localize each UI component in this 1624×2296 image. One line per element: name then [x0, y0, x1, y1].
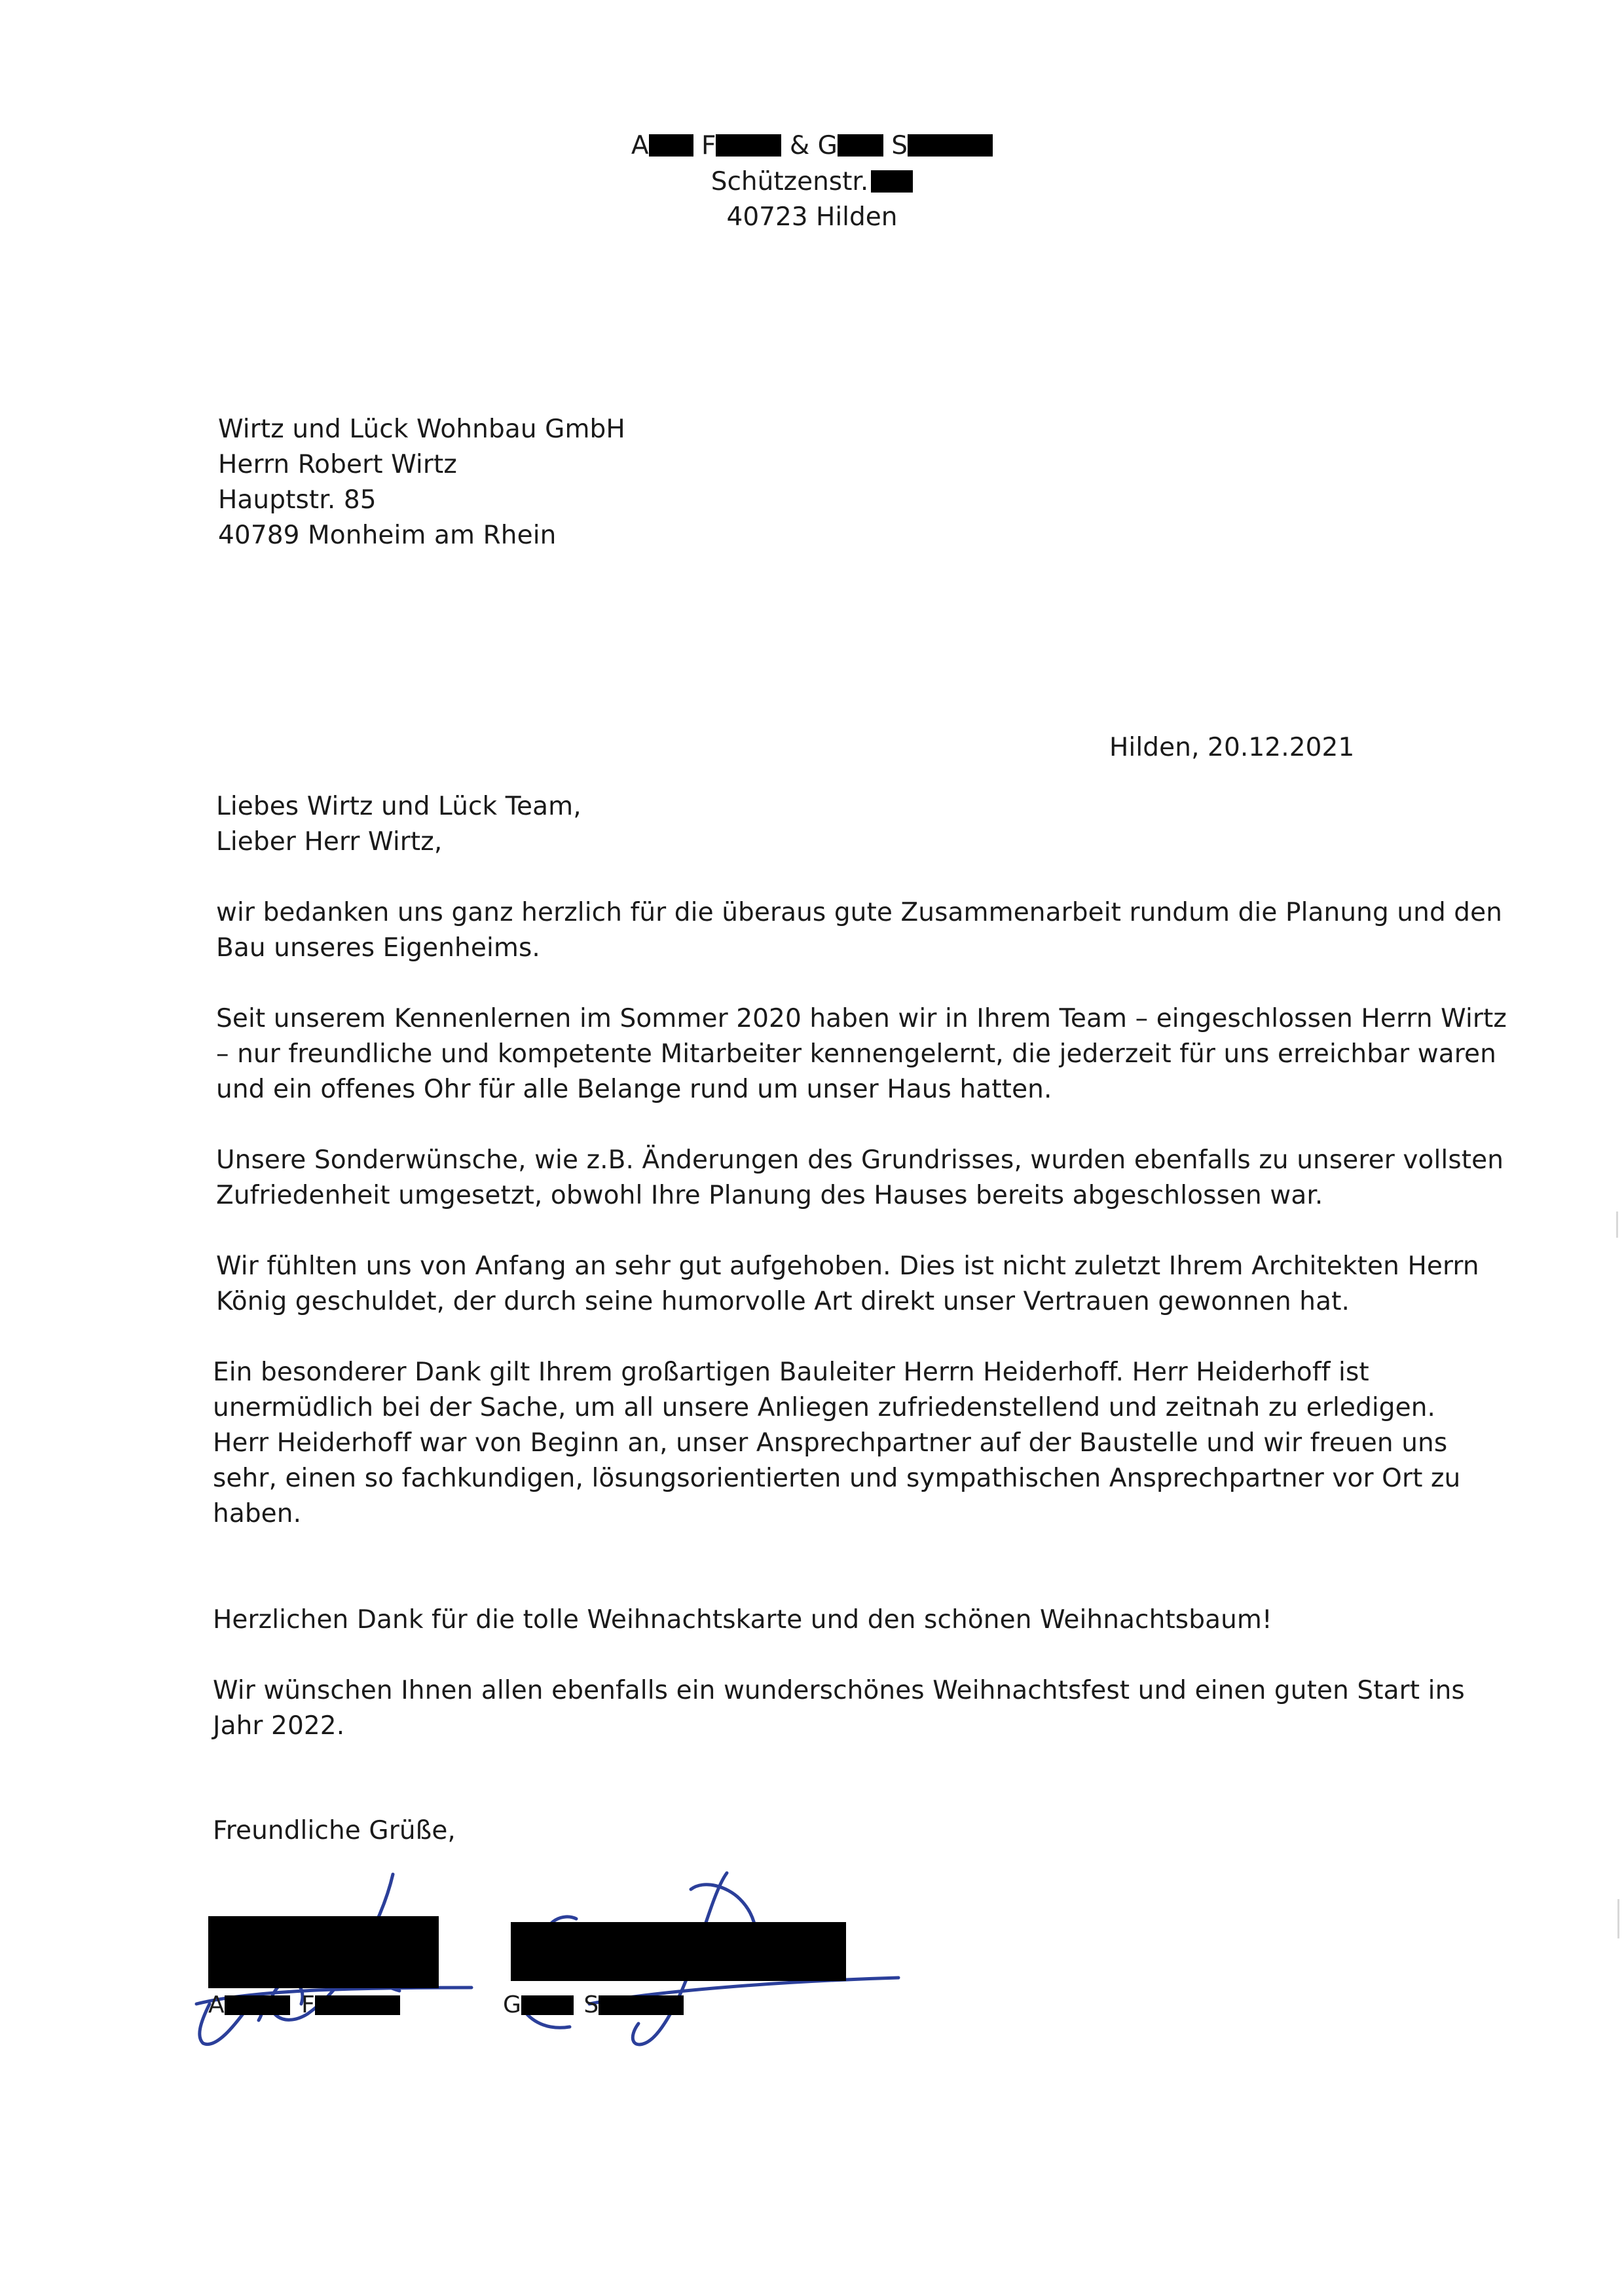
- sender-names-line: [0, 128, 1624, 164]
- redaction-bar: [315, 1995, 400, 2015]
- body-paragraph-1-line-1: wir bedanken uns ganz herzlich für die überaus gute Zusammenarbeit rundum die Planung und den: [216, 898, 1503, 927]
- sender-street-line: [0, 164, 1624, 200]
- left-signature-initial-a: A: [208, 1991, 225, 2018]
- body-paragraph-2-line-1: Seit unserem Kennenlernen im Sommer 2020 haben wir in Ihrem Team – eingeschlossen Herrn Wirtz: [216, 1004, 1507, 1033]
- right-signature-initial-s: S: [583, 1991, 599, 2018]
- redaction-bar: [716, 134, 781, 157]
- body-paragraph-3-line-1: Unsere Sonderwünsche, wie z.B. Änderungen des Grundrisses, wurden ebenfalls zu unserer vollsten: [216, 1145, 1504, 1175]
- signature-redaction-right: [511, 1922, 846, 1981]
- right-signature-initial-g: G: [503, 1991, 521, 2018]
- sender-street: Schützenstr.: [710, 167, 869, 196]
- sender-city: 40723 Hilden: [726, 202, 898, 232]
- body-paragraph-5-line-1: Ein besonderer Dank gilt Ihrem großartigen Bauleiter Herrn Heiderhoff. Herr Heiderhoff ist: [213, 1358, 1369, 1387]
- sender-initial-f: F: [701, 131, 716, 160]
- recipient-company: Wirtz und Lück Wohnbau GmbH: [218, 415, 625, 444]
- sender-and-g: & G: [789, 131, 838, 160]
- body-paragraph-5-line-2: unermüdlich bei der Sache, um all unsere Anliegen zufriedenstellend und zeitnah zu erledigen.: [213, 1393, 1436, 1422]
- salutation-line-2: Lieber Herr Wirtz,: [216, 827, 443, 857]
- redaction-bar: [838, 134, 883, 157]
- left-signature-name: [208, 1991, 400, 2020]
- redaction-bar: [649, 134, 693, 157]
- body-paragraph-7-line-2: Jahr 2022.: [213, 1711, 345, 1741]
- signature-redaction-left: [208, 1916, 439, 1988]
- body-paragraph-4-line-1: Wir fühlten uns von Anfang an sehr gut aufgehoben. Dies ist nicht zuletzt Ihrem Architekten Herrn: [216, 1251, 1479, 1281]
- recipient-city: 40789 Monheim am Rhein: [218, 521, 557, 550]
- sender-initial-a: A: [631, 131, 649, 160]
- body-paragraph-5-line-4: sehr, einen so fachkundigen, lösungsorientierten und sympathischen Ansprechpartner vor Ort zu: [213, 1464, 1461, 1493]
- redaction-bar: [871, 170, 913, 193]
- redaction-bar: [225, 1995, 290, 2015]
- scan-artifact: [1616, 1212, 1618, 1238]
- date-line: Hilden, 20.12.2021: [1109, 733, 1355, 762]
- scan-artifact: [1617, 1899, 1619, 1938]
- redaction-bar: [521, 1995, 574, 2015]
- body-paragraph-5-line-5: haben.: [213, 1499, 302, 1528]
- recipient-street: Hauptstr. 85: [218, 485, 377, 515]
- body-paragraph-5-line-3: Herr Heiderhoff war von Beginn an, unser Ansprechpartner auf der Baustelle und wir freuen uns: [213, 1428, 1448, 1458]
- body-paragraph-6-line-1: Herzlichen Dank für die tolle Weihnachtskarte und den schönen Weihnachtsbaum!: [213, 1605, 1272, 1635]
- body-paragraph-2-line-2: – nur freundliche und kompetente Mitarbeiter kennengelernt, die jederzeit für uns erreichbar waren: [216, 1039, 1496, 1069]
- body-paragraph-2-line-3: und ein offenes Ohr für alle Belange rund um unser Haus hatten.: [216, 1075, 1052, 1104]
- salutation-line-1: Liebes Wirtz und Lück Team,: [216, 792, 581, 821]
- redaction-bar: [908, 134, 993, 157]
- sender-initial-s: S: [891, 131, 908, 160]
- body-paragraph-4-line-2: König geschuldet, der durch seine humorvolle Art direkt unser Vertrauen gewonnen hat.: [216, 1287, 1350, 1316]
- left-signature-initial-f: F: [301, 1991, 315, 2018]
- body-paragraph-7-line-1: Wir wünschen Ihnen allen ebenfalls ein wunderschönes Weihnachtsfest und einen guten Start ins: [213, 1676, 1465, 1705]
- body-paragraph-3-line-2: Zufriedenheit umgesetzt, obwohl Ihre Planung des Hauses bereits abgeschlossen war.: [216, 1181, 1323, 1210]
- closing-line: Freundliche Grüße,: [213, 1816, 456, 1845]
- body-paragraph-1-line-2: Bau unseres Eigenheims.: [216, 933, 540, 963]
- recipient-person: Herrn Robert Wirtz: [218, 450, 457, 479]
- redaction-bar: [599, 1995, 684, 2015]
- right-signature-name: [503, 1991, 684, 2020]
